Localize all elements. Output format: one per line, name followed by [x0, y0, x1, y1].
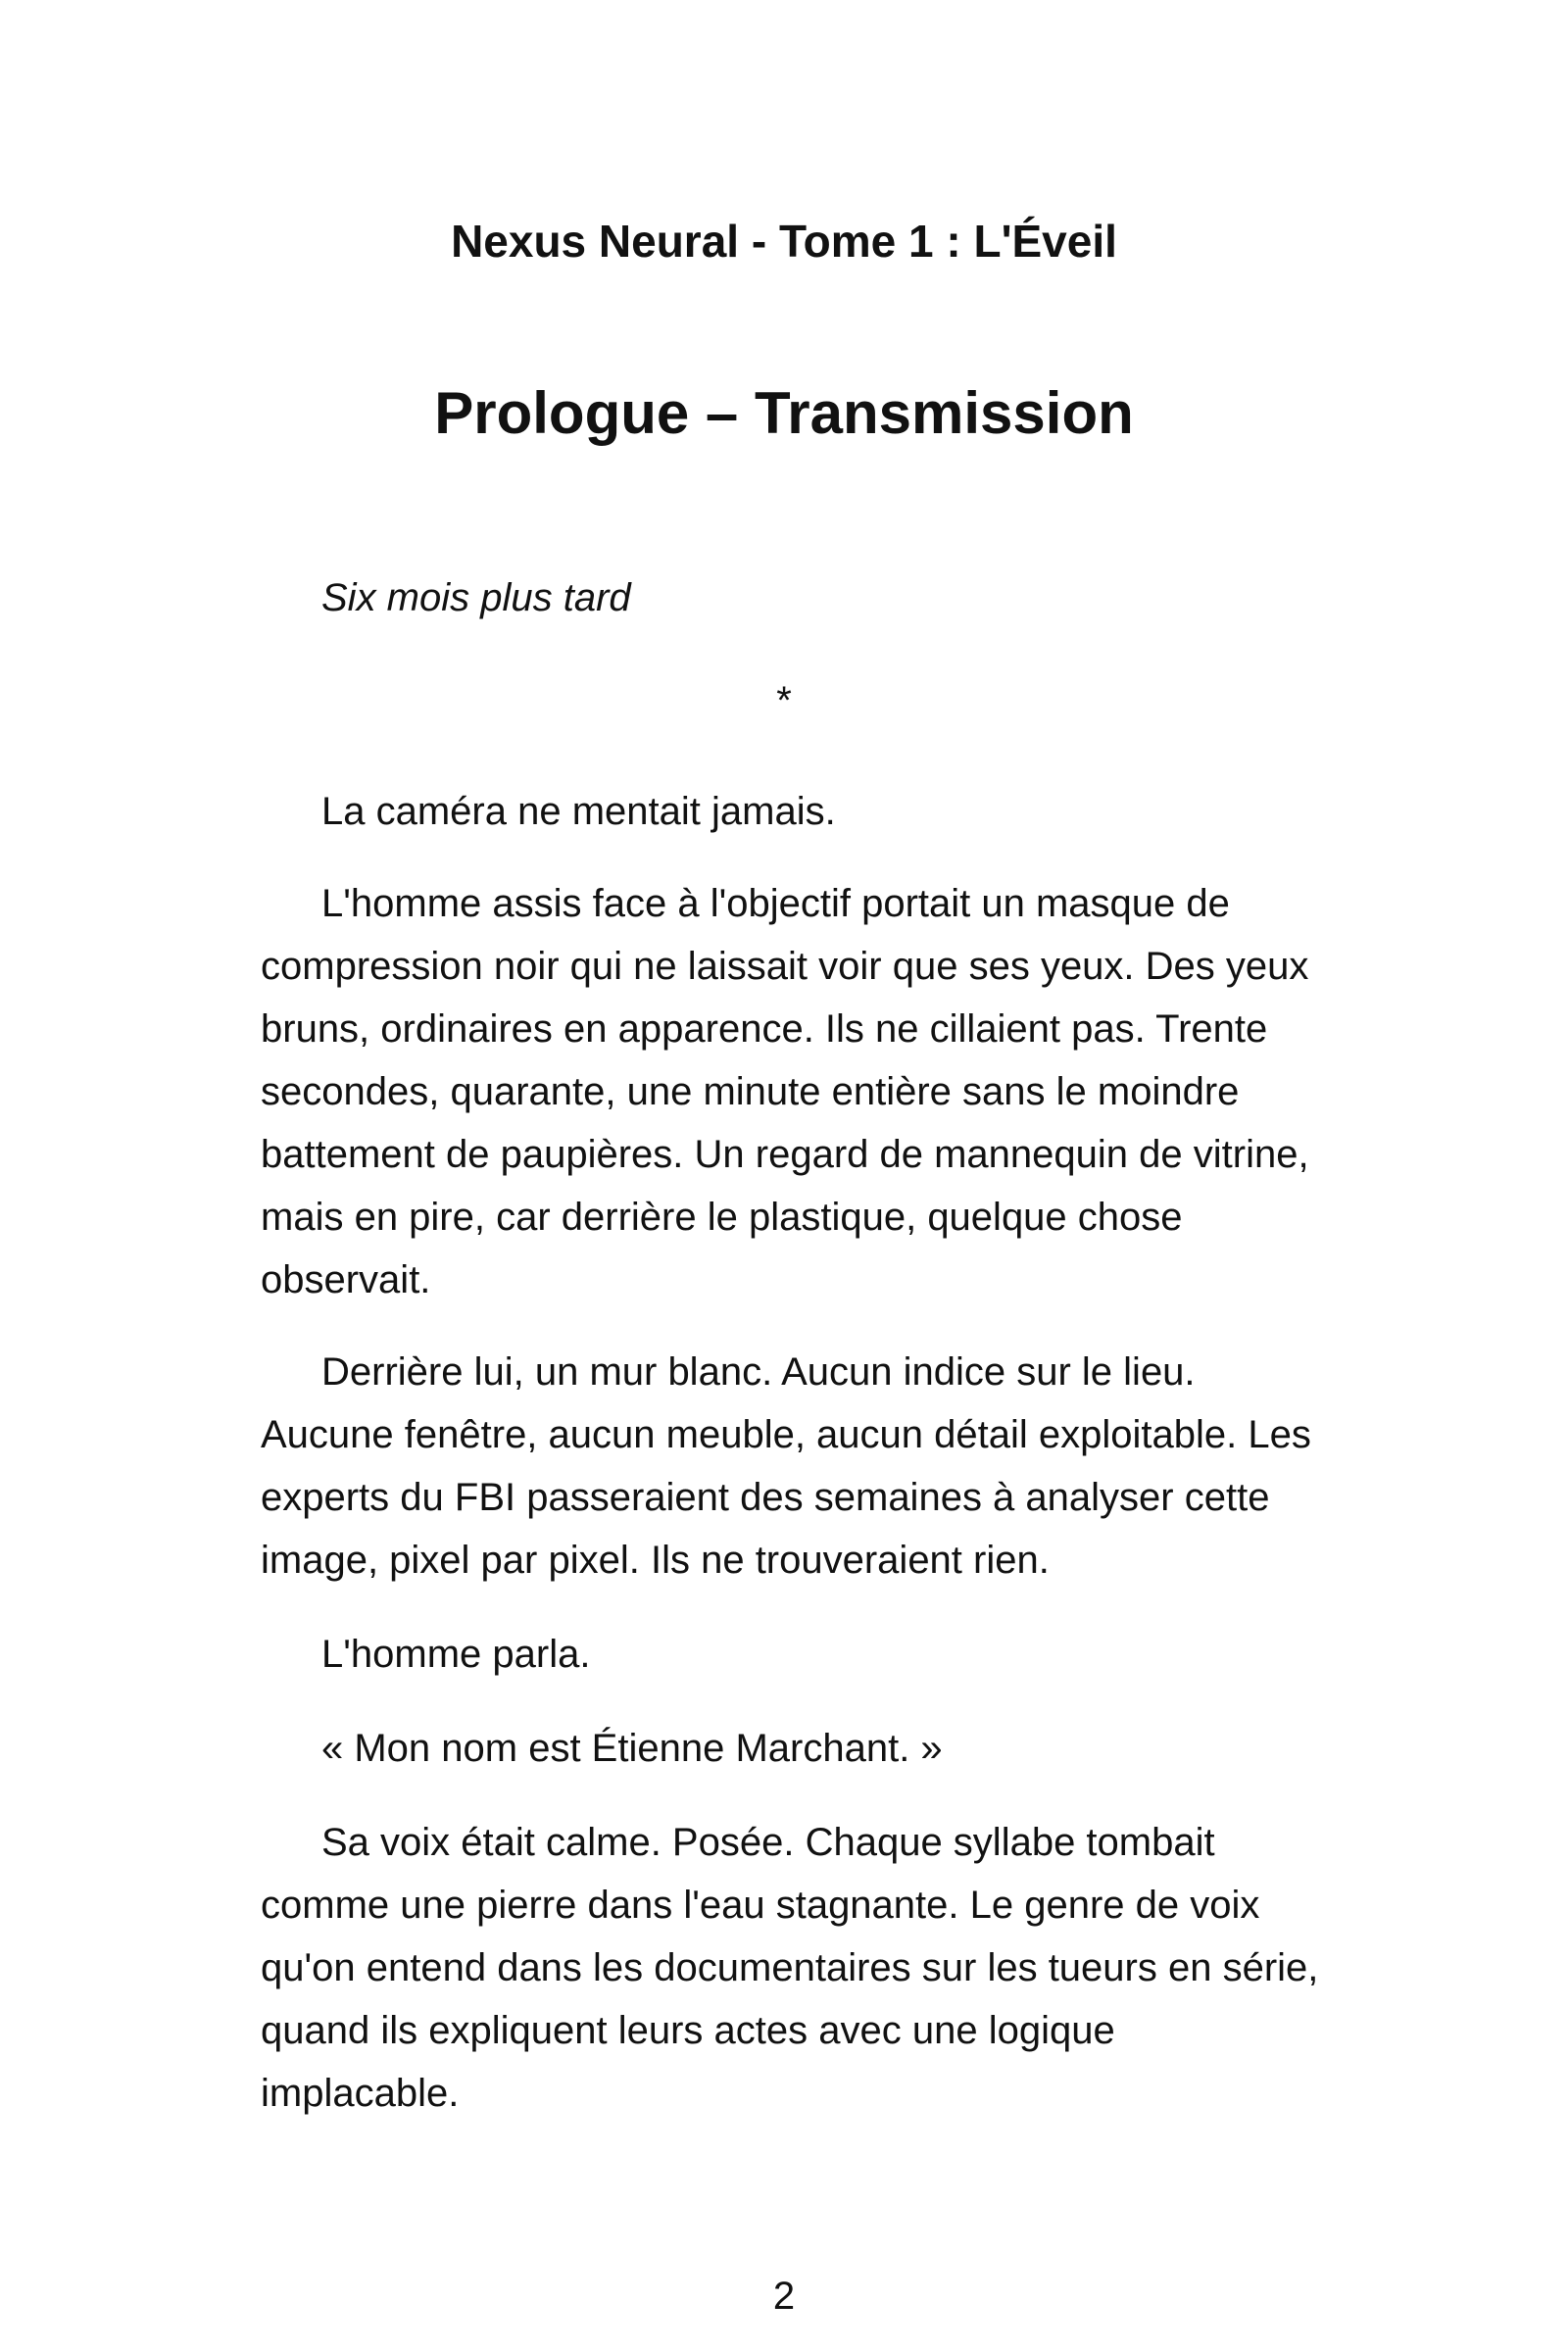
book-title: Nexus Neural - Tome 1 : L'Éveil: [451, 216, 1117, 267]
paragraph-4: L'homme parla.: [321, 1633, 591, 1676]
scene-break: *: [776, 679, 792, 722]
paragraph-2: L'homme assis face à l'objectif portait un masque de compression noir qui ne laissait voir que ses yeux. Des yeux bruns, ordinaires en apparence. Ils ne cillaient pas. Trente secondes, quarante, une minute entière sans le moindre battement de paupières. Un regard de mannequin de vitrine, mais en pire, car derrière le plastique, quelque chose observait.: [261, 882, 1309, 1301]
paragraph-3: Derrière lui, un mur blanc. Aucun indice sur le lieu. Aucune fenêtre, aucun meuble, aucun détail exploitable. Les experts du FBI passeraient des semaines à analyser cette image, pixel par pixel. Ils ne trouveraient rien.: [261, 1350, 1311, 1582]
paragraph-1: La caméra ne mentait jamais.: [321, 790, 836, 833]
chapter-title: Prologue – Transmission: [434, 380, 1134, 446]
paragraph-6: Sa voix était calme. Posée. Chaque syllabe tombait comme une pierre dans l'eau stagnante. Le genre de voix qu'on entend dans les documentaires sur les tueurs en série, quand ils expliquent leurs actes avec une logique implacable.: [261, 1821, 1319, 2115]
page-number: 2: [772, 2275, 796, 2318]
paragraph-5: « Mon nom est Étienne Marchant. »: [321, 1727, 943, 1770]
time-marker: Six mois plus tard: [321, 576, 631, 619]
